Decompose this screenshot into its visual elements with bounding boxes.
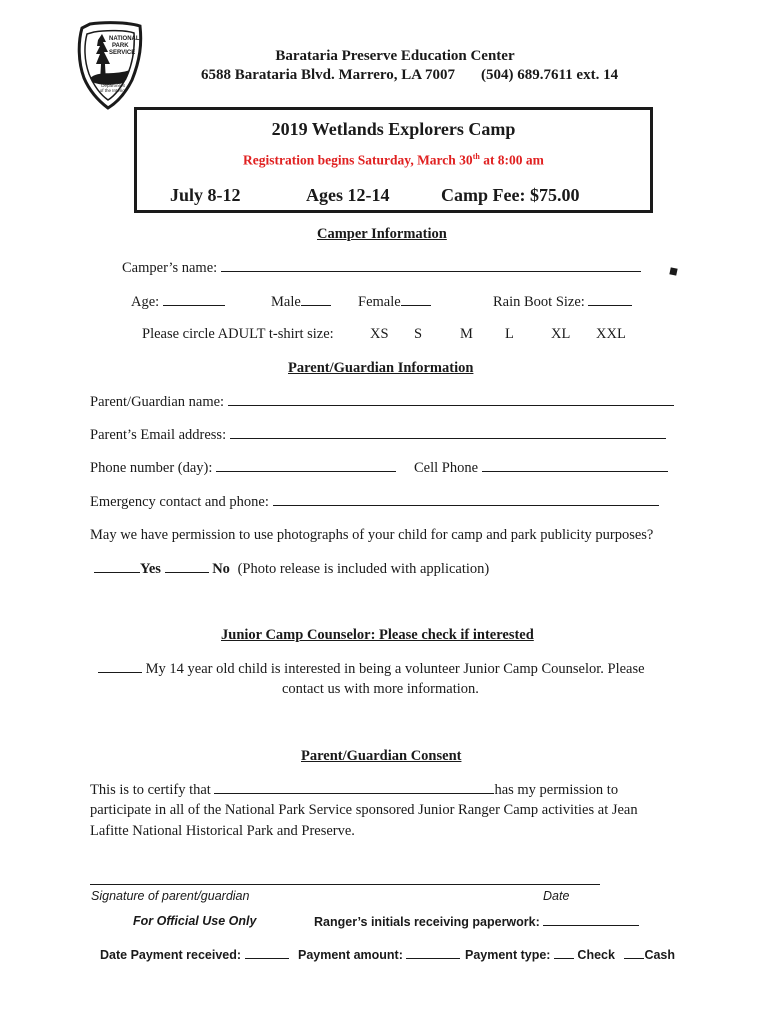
payment-cash-label: Cash (644, 948, 676, 962)
date-payment-row (100, 947, 289, 962)
cell-phone-row (414, 459, 668, 477)
logo-text-national: NATIONAL (109, 36, 140, 42)
consent-suffix: has my permission to (494, 782, 619, 798)
parent-email-row (90, 426, 666, 444)
parent-info-heading: Parent/Guardian Information (288, 360, 474, 376)
photo-permission-row (94, 560, 489, 578)
photo-no-label: No (212, 561, 230, 577)
payment-amount-field[interactable] (406, 947, 460, 959)
parent-email-field[interactable] (230, 426, 666, 439)
emergency-row (90, 493, 659, 511)
counselor-text-line1: My 14 year old child is interested in being a volunteer Junior Camp Counselor. Please (145, 661, 645, 677)
parent-email-label: Parent’s Email address: (90, 427, 227, 443)
boot-size-field[interactable] (588, 293, 632, 306)
male-field[interactable] (301, 293, 331, 306)
photo-no-field[interactable] (165, 560, 209, 573)
female-label: Female (358, 294, 401, 310)
counselor-heading: Junior Camp Counselor: Please check if interested (221, 627, 534, 643)
camp-ages: Ages 12-14 (306, 185, 390, 205)
photo-permission-question: May we have permission to use photographs of your child for camp and park publicity purposes? (90, 527, 654, 543)
photo-yes-field[interactable] (94, 560, 140, 573)
camper-name-label: Camper’s name: (122, 260, 218, 276)
payment-check-field[interactable] (554, 947, 574, 959)
camper-name-row (122, 259, 641, 277)
stray-mark (669, 267, 677, 275)
shirt-size-xl[interactable]: XL (551, 326, 571, 342)
camp-fee: Camp Fee: $75.00 (441, 185, 580, 205)
camper-name-field[interactable] (221, 259, 641, 272)
official-use-title: For Official Use Only (133, 914, 257, 928)
cell-phone-field[interactable] (482, 459, 668, 472)
shirt-size-label: Please circle ADULT t-shirt size: (142, 326, 334, 342)
logo-text-park: PARK (112, 43, 129, 49)
camp-dates: July 8-12 (170, 185, 241, 205)
payment-type-row (465, 947, 675, 962)
payment-type-label: Payment type: (465, 948, 551, 962)
shirt-size-s[interactable]: S (414, 326, 423, 342)
parent-name-field[interactable] (228, 393, 674, 406)
org-address: 6588 Barataria Blvd. Marrero, LA 7007 (201, 67, 456, 83)
signature-label: Signature of parent/guardian (91, 889, 250, 903)
signature-date-label: Date (543, 889, 570, 903)
counselor-text-line2: contact us with more information. (282, 681, 479, 697)
registration-sup: th (472, 152, 480, 161)
camp-title: 2019 Wetlands Explorers Camp (271, 119, 516, 139)
shirt-size-l[interactable]: L (505, 326, 514, 342)
date-payment-label: Date Payment received: (100, 948, 242, 962)
emergency-label: Emergency contact and phone: (90, 494, 269, 510)
boot-size-label: Rain Boot Size: (493, 294, 585, 310)
counselor-check-field[interactable] (98, 660, 142, 673)
day-phone-field[interactable] (216, 459, 396, 472)
day-phone-label: Phone number (day): (90, 460, 213, 476)
consent-prefix: This is to certify that (90, 782, 211, 798)
cell-phone-label: Cell Phone (414, 460, 479, 476)
org-name: Barataria Preserve Education Center (275, 48, 515, 64)
logo-text-department: Department (101, 83, 125, 88)
male-row (271, 293, 331, 311)
emergency-field[interactable] (273, 493, 659, 506)
payment-cash-field[interactable] (624, 947, 644, 959)
parent-name-label: Parent/Guardian name: (90, 394, 225, 410)
shirt-size-m[interactable]: M (460, 326, 473, 342)
counselor-row (98, 660, 645, 678)
day-phone-row (90, 459, 396, 477)
registration-date (137, 152, 650, 169)
photo-yes-label: Yes (140, 561, 161, 577)
shirt-size-xs[interactable]: XS (370, 326, 389, 342)
ranger-initials-row (314, 914, 639, 929)
signature-line[interactable] (90, 884, 600, 885)
date-payment-field[interactable] (245, 947, 289, 959)
consent-line2: participate in all of the National Park Service sponsored Junior Ranger Camp activities at Jean (90, 802, 638, 818)
logo-text-interior: of the Interior (99, 88, 127, 93)
shirt-size-xxl[interactable]: XXL (596, 326, 626, 342)
female-row (358, 293, 431, 311)
parent-name-row (90, 393, 674, 411)
ranger-initials-field[interactable] (543, 914, 639, 926)
consent-heading: Parent/Guardian Consent (301, 748, 462, 764)
payment-amount-label: Payment amount: (298, 948, 403, 962)
age-field[interactable] (163, 293, 225, 306)
photo-release-note: (Photo release is included with application) (237, 561, 490, 577)
age-label: Age: (131, 294, 160, 310)
logo-text-service: SERVICE (109, 50, 136, 56)
nps-arrowhead-logo (76, 20, 146, 110)
org-phone: (504) 689.7611 ext. 14 (481, 67, 619, 83)
male-label: Male (271, 294, 301, 310)
registration-text: Registration begins Saturday, March 30 (243, 152, 473, 168)
consent-line1 (90, 781, 618, 799)
consent-line3: Lafitte National Historical Park and Preserve. (90, 823, 355, 839)
camper-info-heading: Camper Information (317, 226, 447, 242)
boot-size-row (493, 293, 632, 311)
camp-info-box (134, 107, 653, 213)
age-row (131, 293, 225, 311)
payment-amount-row (298, 947, 460, 962)
female-field[interactable] (401, 293, 431, 306)
consent-child-name-field[interactable] (214, 781, 494, 794)
registration-time: at 8:00 am (479, 152, 544, 168)
payment-check-label: Check (577, 948, 615, 962)
ranger-initials-label: Ranger’s initials receiving paperwork: (314, 915, 540, 929)
